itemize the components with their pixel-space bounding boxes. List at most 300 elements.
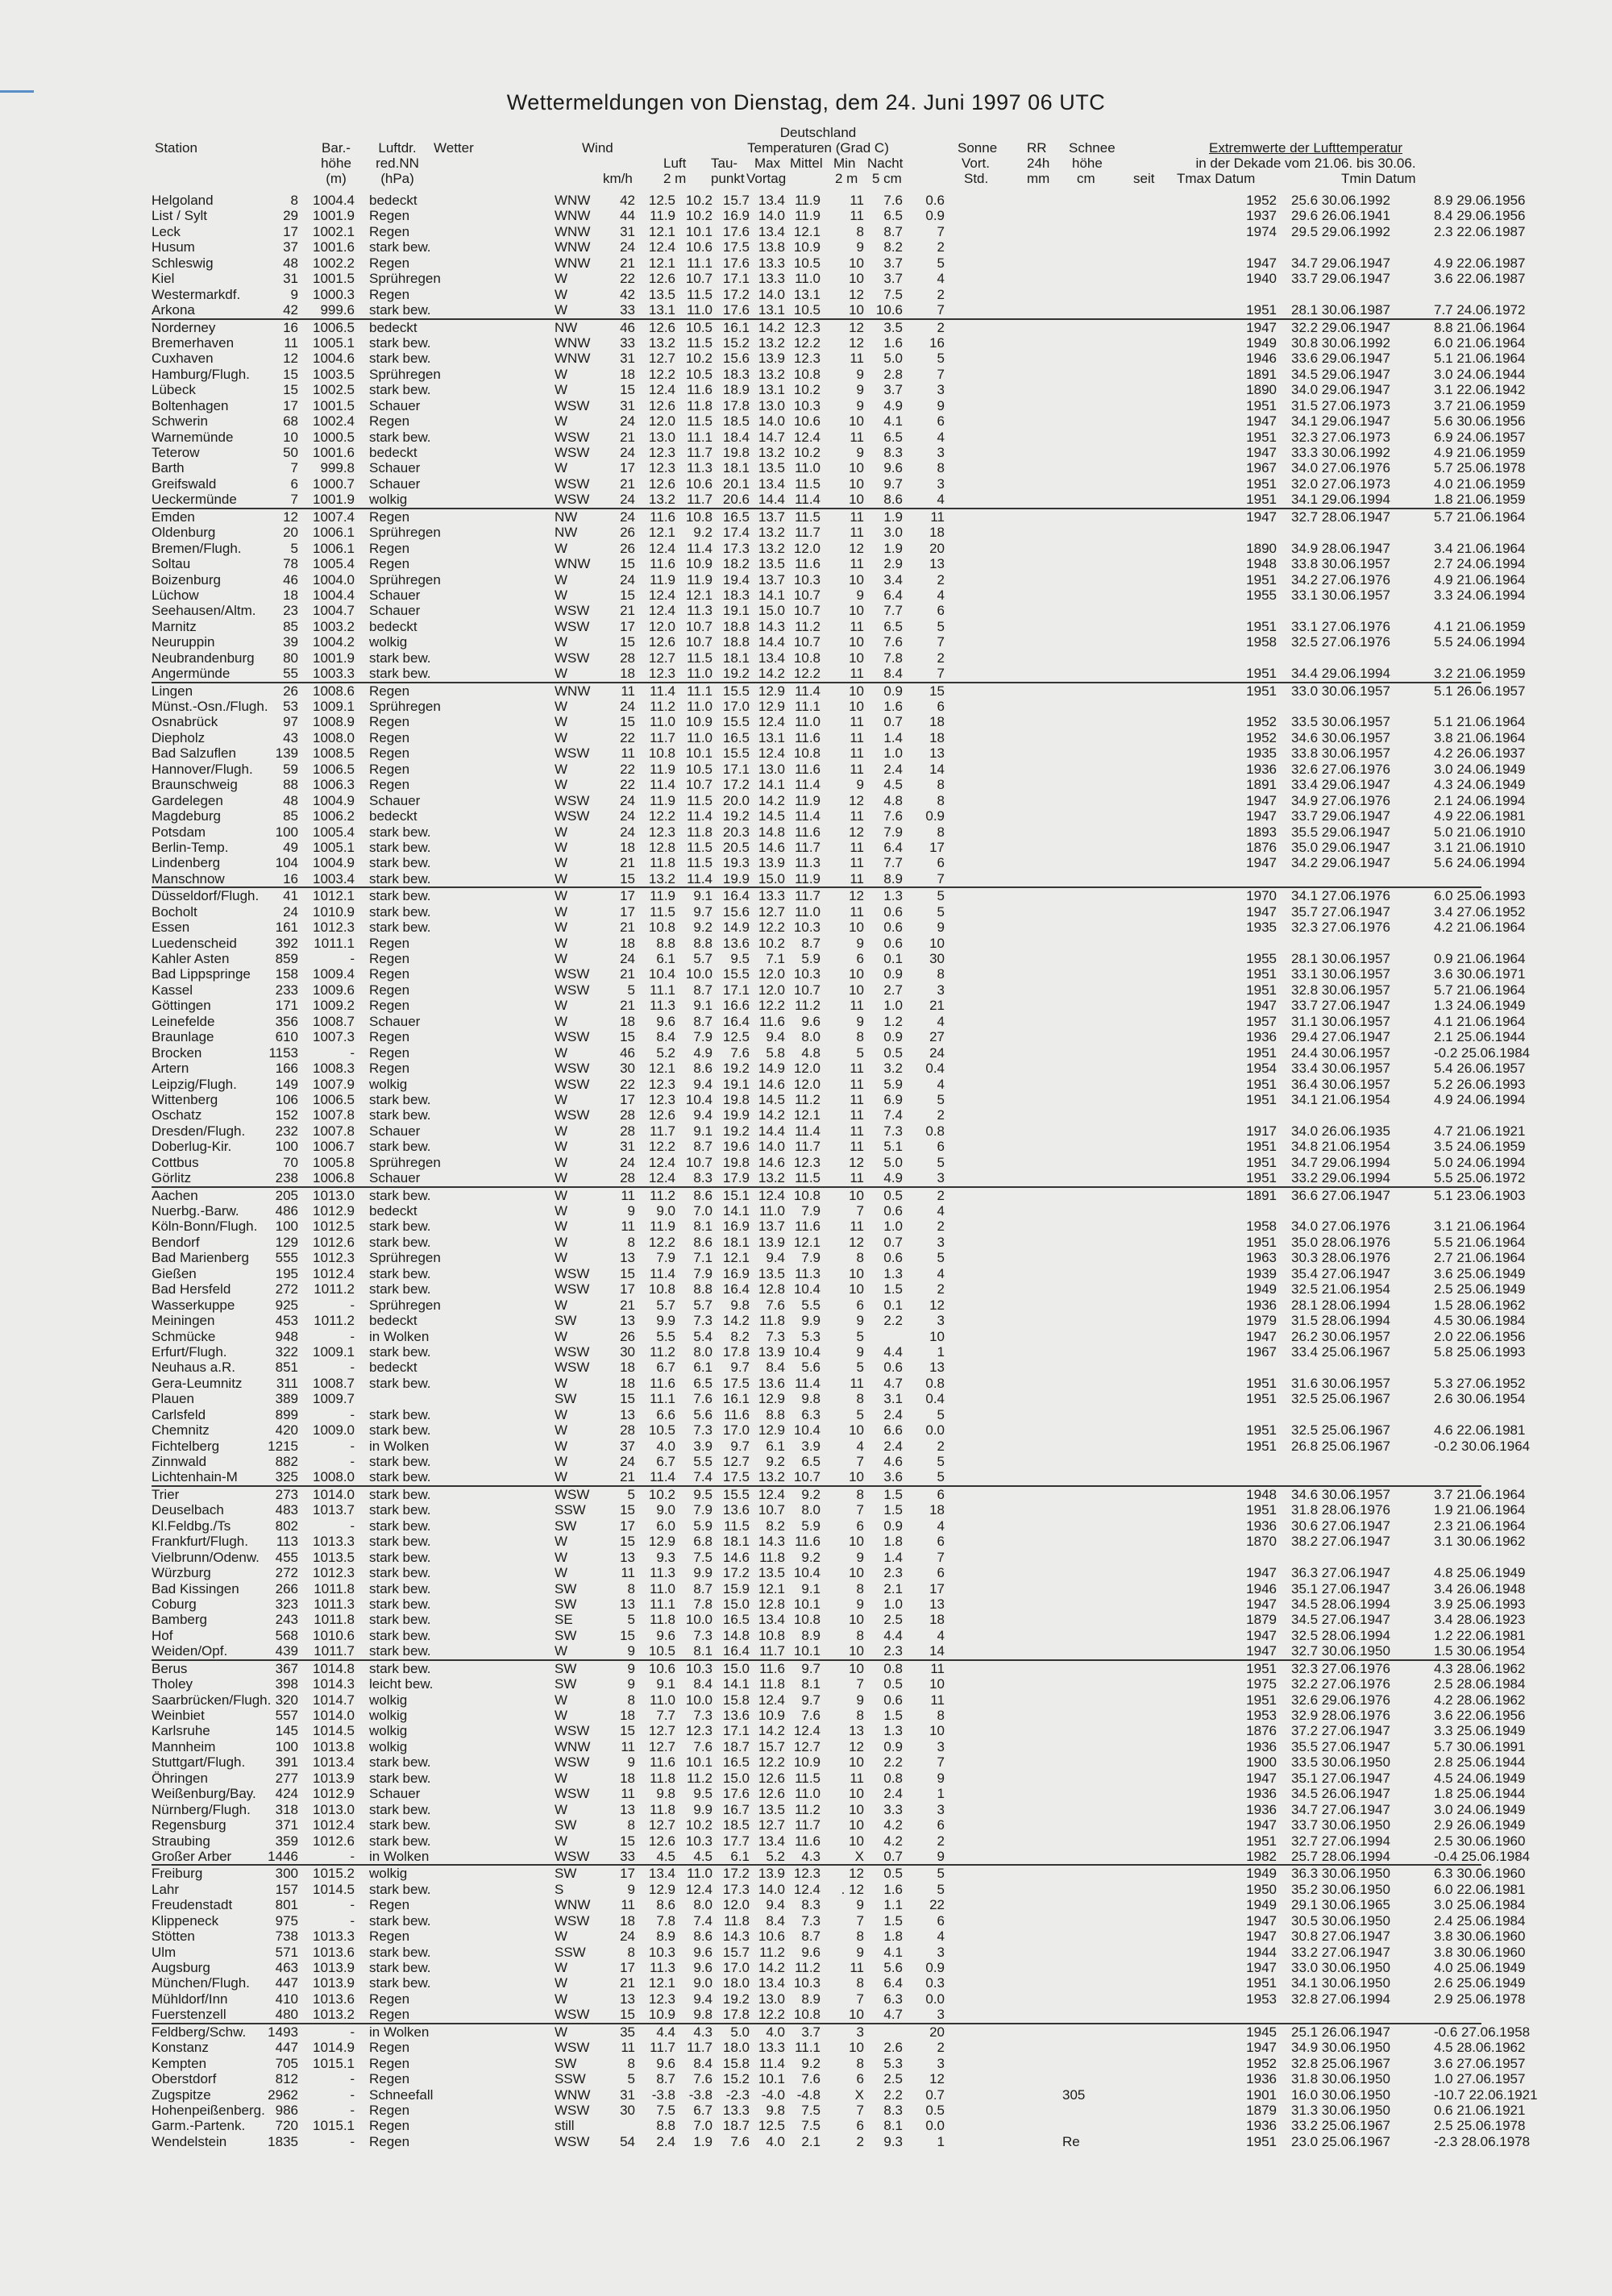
precipitation: 2: [937, 1281, 945, 1297]
dew-point: 10.7: [685, 1154, 713, 1170]
header-mittel: Mittel: [790, 156, 823, 171]
barometer-height: 100: [275, 1738, 298, 1754]
wind-speed: 15: [620, 382, 635, 398]
air-temp: 11.6: [650, 1754, 675, 1771]
record-since: 1949: [1246, 1866, 1277, 1882]
night-min: 8: [856, 1486, 864, 1502]
precipitation: 7: [937, 366, 945, 382]
barometer-height: 104: [275, 855, 298, 871]
air-pressure: 1006.5: [313, 319, 355, 335]
air-temp: 11.9: [650, 208, 675, 224]
barometer-height: 68: [283, 413, 298, 430]
air-pressure: -: [350, 2133, 355, 2149]
air-pressure: 1014.8: [313, 1660, 355, 1676]
night-min: 10: [849, 413, 864, 430]
wind-direction: W: [555, 1123, 568, 1139]
dew-point: 7.0: [693, 1203, 713, 1219]
max-temp: 9.8: [730, 1297, 750, 1313]
weather: Regen: [369, 714, 410, 730]
air-temp: 12.5: [648, 193, 675, 208]
tmax-record: 34.9 27.06.1976: [1291, 792, 1390, 808]
tmax-record: 31.5 28.06.1994: [1291, 1313, 1390, 1329]
wind-speed: 8: [627, 2055, 635, 2071]
air-pressure: 1011.1: [314, 935, 355, 951]
mean-temp: 11.2: [759, 1944, 785, 1960]
night-min: 9: [856, 397, 864, 413]
air-pressure: -: [350, 1518, 355, 1534]
air-pressure: 1012.6: [313, 1833, 355, 1849]
record-since: 1936: [1246, 761, 1277, 777]
wind-direction: W: [555, 1643, 568, 1659]
tmin-record: 8.9 29.06.1956: [1434, 193, 1526, 208]
table-row: [152, 1864, 1526, 1882]
min-temp: -4.8: [796, 2086, 821, 2103]
header-nacht-1: Nacht: [867, 156, 904, 171]
table-row: [152, 1833, 1526, 1849]
station-name: Cottbus: [152, 1154, 199, 1170]
barometer-height: 85: [283, 618, 298, 634]
sunshine: 0.6: [883, 903, 903, 920]
weather: Regen: [369, 286, 410, 302]
sunshine: 2.3: [883, 1643, 903, 1659]
air-temp: 9.8: [656, 1786, 675, 1802]
mean-temp: 14.0: [758, 413, 785, 430]
night-min: X: [854, 1848, 864, 1864]
barometer-height: 233: [275, 982, 298, 998]
air-pressure: 1007.9: [313, 1076, 355, 1092]
tmax-record: 28.1 30.06.1957: [1291, 951, 1390, 966]
wind-direction: SW: [555, 1676, 577, 1692]
wind-direction: W: [555, 824, 568, 840]
barometer-height: 100: [275, 1219, 298, 1235]
wind-speed: 35: [620, 2024, 635, 2040]
precipitation: 5: [937, 1250, 945, 1266]
tmax-record: 34.4 29.06.1994: [1291, 666, 1390, 682]
tmin-record: 5.8 25.06.1993: [1434, 1343, 1526, 1360]
mean-temp: 13.3: [758, 888, 785, 904]
table-row: [152, 302, 1526, 318]
air-pressure: 1004.9: [313, 855, 355, 871]
weather: Regen: [369, 729, 410, 745]
mean-temp: 13.9: [758, 1234, 785, 1250]
sunshine: 1.9: [883, 509, 903, 525]
table-row: [152, 699, 1481, 714]
air-temp: 13.2: [648, 334, 675, 351]
weather: stark bew.: [369, 351, 431, 367]
air-pressure: 1013.5: [313, 1549, 355, 1565]
precipitation: 3: [937, 1170, 945, 1186]
tmax-record: 34.0 29.06.1947: [1291, 382, 1390, 398]
wind-speed: 9: [627, 1881, 635, 1897]
max-temp: 18.1: [722, 1234, 750, 1250]
station-name: Coburg: [152, 1596, 197, 1612]
dew-point: 5.7: [693, 951, 713, 966]
air-pressure: 1010.6: [313, 1627, 355, 1643]
air-temp: 11.9: [650, 761, 675, 777]
precipitation: 12: [929, 2071, 945, 2087]
table-row: [152, 1580, 1526, 1596]
max-temp: 20.5: [722, 839, 750, 855]
wind-speed: 24: [620, 509, 635, 525]
air-temp: 11.5: [650, 903, 675, 920]
record-since: 1953: [1246, 1991, 1277, 2007]
barometer-height: 145: [275, 1723, 298, 1739]
record-since: 1870: [1246, 1534, 1277, 1550]
sunshine: 7.9: [883, 824, 903, 840]
wind-direction: SW: [555, 1660, 577, 1676]
air-pressure: 1009.2: [313, 998, 355, 1014]
weather: stark bew.: [369, 824, 431, 840]
air-pressure: 1001.5: [313, 271, 355, 287]
air-pressure: 1008.6: [313, 683, 355, 699]
night-min: 9: [856, 1897, 864, 1913]
tmin-record: 4.5 28.06.1962: [1434, 2040, 1526, 2056]
air-temp: 10.8: [648, 745, 675, 762]
wind-direction: WNW: [555, 1738, 591, 1754]
weather: stark bew.: [369, 1643, 431, 1659]
barometer-height: 300: [275, 1866, 298, 1882]
weather: Schauer: [369, 1786, 421, 1802]
table-row: [152, 382, 1526, 398]
barometer-height: 55: [283, 666, 298, 682]
air-pressure: 1012.6: [313, 1234, 355, 1250]
night-min: 11: [850, 556, 864, 572]
barometer-height: 486: [275, 1203, 298, 1219]
record-since: 1891: [1246, 366, 1277, 382]
station-name: Mühldorf/Inn: [152, 1991, 228, 2007]
tmax-record: 26.8 25.06.1967: [1291, 1438, 1390, 1454]
tmin-record: 2.1 24.06.1994: [1434, 792, 1526, 808]
air-temp: 4.0: [656, 1438, 675, 1454]
tmax-record: 34.2 29.06.1947: [1291, 855, 1390, 871]
night-min: 11: [850, 618, 864, 634]
max-temp: 17.2: [722, 286, 750, 302]
mean-temp: 14.2: [758, 666, 785, 682]
air-temp: 12.7: [648, 1817, 675, 1833]
barometer-height: 7: [290, 460, 298, 476]
max-temp: 15.5: [722, 745, 750, 762]
table-row: [152, 1091, 1526, 1107]
mean-temp: 14.5: [758, 1091, 785, 1107]
dew-point: 10.7: [685, 271, 713, 287]
wind-speed: 22: [620, 729, 635, 745]
mean-temp: 14.2: [758, 1960, 785, 1975]
record-since: 1947: [1246, 413, 1277, 430]
night-min: 11: [850, 1107, 864, 1123]
station-name: Bad Lippspringe: [152, 966, 251, 982]
barometer-height: 80: [283, 650, 298, 666]
barometer-height: 367: [275, 1660, 298, 1676]
air-pressure: 1008.9: [313, 714, 355, 730]
max-temp: 17.0: [722, 1422, 750, 1439]
weather: Sprühregen: [369, 1297, 441, 1313]
sunshine: 1.6: [883, 699, 903, 714]
max-temp: 19.2: [722, 1123, 750, 1139]
barometer-height: 232: [275, 1123, 298, 1139]
max-temp: 15.1: [722, 1187, 750, 1203]
header-min-2: 2 m: [835, 171, 858, 186]
table-row: [152, 634, 1526, 650]
tmax-record: 37.2 27.06.1947: [1291, 1723, 1390, 1739]
min-temp: 3.9: [801, 1438, 821, 1454]
barometer-height: 424: [275, 1786, 298, 1802]
precipitation: 22: [929, 1897, 945, 1913]
mean-temp: 12.6: [758, 1770, 785, 1786]
barometer-height: 986: [275, 2102, 298, 2118]
station-name: Gera-Leumnitz: [152, 1375, 243, 1391]
air-pressure: 1006.1: [313, 540, 355, 556]
tmin-record: 3.1 30.06.1962: [1434, 1534, 1526, 1550]
table-row: [152, 618, 1526, 634]
wind-speed: 9: [627, 1754, 635, 1771]
station-name: Meiningen: [152, 1313, 215, 1329]
dew-point: 9.1: [693, 888, 713, 904]
table-row: [152, 1170, 1526, 1186]
barometer-height: 571: [275, 1944, 298, 1960]
air-temp: 12.4: [648, 587, 675, 603]
station-name: Boizenburg: [152, 571, 222, 587]
station-name: Soltau: [152, 556, 191, 572]
min-temp: 11.9: [795, 208, 821, 224]
precipitation: 3: [937, 982, 945, 998]
precipitation: 3: [937, 475, 945, 492]
tmin-record: 2.9 26.06.1949: [1434, 1817, 1526, 1833]
barometer-height: 925: [275, 1297, 298, 1313]
wind-speed: 33: [620, 1848, 635, 1864]
min-temp: 12.4: [793, 1881, 821, 1897]
mean-temp: 13.9: [758, 1866, 785, 1882]
precipitation: 9: [937, 1848, 945, 1864]
sunshine: 1.3: [883, 1265, 903, 1281]
dew-point: 7.6: [693, 1391, 713, 1407]
mean-temp: 13.0: [758, 1991, 785, 2007]
min-temp: 12.0: [793, 540, 821, 556]
tmax-record: 34.5 26.06.1947: [1291, 1786, 1390, 1802]
header-max-1: Max: [754, 156, 781, 171]
wind-direction: SW: [555, 1391, 577, 1407]
sunshine: 0.7: [883, 1848, 903, 1864]
station-name: Bad Hersfeld: [152, 1281, 231, 1297]
weather: wolkig: [369, 1866, 408, 1882]
dew-point: 10.3: [685, 1660, 713, 1676]
barometer-height: 859: [275, 951, 298, 966]
record-since: 1950: [1246, 1881, 1277, 1897]
air-pressure: 1004.2: [313, 634, 355, 650]
night-min: 9: [856, 1013, 864, 1029]
max-temp: 8.2: [730, 1328, 750, 1344]
table-row: [152, 855, 1526, 871]
precipitation: 24: [929, 1044, 945, 1061]
barometer-height: 5: [290, 540, 298, 556]
station-name: Frankfurt/Flugh.: [152, 1534, 248, 1550]
header-tmax-datum: Tmax Datum: [1177, 171, 1256, 186]
mean-temp: 13.7: [758, 1219, 785, 1235]
precipitation: 0.8: [925, 1123, 945, 1139]
station-name: Plauen: [152, 1391, 194, 1407]
record-since: 1951: [1246, 1234, 1277, 1250]
min-temp: 10.7: [793, 634, 821, 650]
barometer-height: 78: [283, 556, 298, 572]
air-pressure: 1004.6: [313, 351, 355, 367]
weather: Regen: [369, 255, 410, 271]
record-since: 1951: [1246, 1422, 1277, 1439]
dew-point: 5.9: [693, 1518, 713, 1534]
precipitation: 18: [929, 1502, 945, 1518]
record-since: 1937: [1246, 208, 1277, 224]
dew-point: 7.1: [693, 1250, 713, 1266]
tmin-record: 0.6 21.06.1921: [1434, 2102, 1526, 2118]
mean-temp: 12.0: [758, 982, 785, 998]
precipitation: 6: [937, 855, 945, 871]
wind-direction: W: [555, 540, 568, 556]
air-temp: 11.1: [650, 1391, 675, 1407]
wind-speed: 13: [620, 1596, 635, 1612]
record-since: 1901: [1246, 2086, 1277, 2103]
max-temp: 17.7: [722, 1833, 750, 1849]
weather: Sprühregen: [369, 366, 441, 382]
min-temp: 10.9: [793, 1754, 821, 1771]
night-min: 7: [856, 1991, 864, 2007]
record-since: 1951: [1246, 982, 1277, 998]
min-temp: 11.4: [795, 777, 821, 793]
max-temp: 15.5: [722, 1486, 750, 1502]
mean-temp: 14.5: [758, 808, 785, 824]
precipitation: 27: [929, 1029, 945, 1045]
mean-temp: 13.9: [758, 1343, 785, 1360]
dew-point: 11.0: [687, 302, 713, 318]
station-name: Leipzig/Flugh.: [152, 1076, 237, 1092]
weather: stark bew.: [369, 1770, 431, 1786]
min-temp: 11.7: [795, 839, 821, 855]
sunshine: 0.6: [883, 920, 903, 936]
barometer-height: 17: [283, 397, 298, 413]
max-temp: 15.2: [722, 2071, 750, 2087]
tmax-record: 29.6 26.06.1941: [1291, 208, 1390, 224]
barometer-height: 16: [283, 319, 298, 335]
record-since: 1946: [1246, 351, 1277, 367]
barometer-height: 70: [283, 1154, 298, 1170]
tmax-record: 31.8 28.06.1976: [1291, 1502, 1390, 1518]
min-temp: 12.0: [793, 1061, 821, 1077]
record-since: 1891: [1246, 777, 1277, 793]
dew-point: 6.7: [693, 2102, 713, 2118]
station-name: Bocholt: [152, 903, 197, 920]
record-since: 1947: [1246, 1960, 1277, 1975]
min-temp: 7.3: [801, 1912, 821, 1929]
wind-direction: W: [555, 1091, 568, 1107]
mean-temp: 13.5: [758, 460, 785, 476]
min-temp: 10.3: [793, 966, 821, 982]
wind-direction: WSW: [555, 1486, 590, 1502]
wind-speed: 31: [620, 2086, 635, 2103]
air-pressure: 1009.7: [313, 1391, 355, 1407]
dew-point: 7.4: [693, 1912, 713, 1929]
weather: stark bew.: [369, 666, 431, 682]
weather: leicht bew.: [369, 1676, 434, 1692]
tmax-record: 33.1 30.06.1957: [1291, 587, 1390, 603]
max-temp: 16.4: [722, 1281, 750, 1297]
station-name: Stuttgart/Flugh.: [152, 1754, 246, 1771]
station-name: Leinefelde: [152, 1013, 215, 1029]
station-name: Gießen: [152, 1265, 197, 1281]
dew-point: 7.3: [693, 1708, 713, 1723]
wind-direction: W: [555, 1013, 568, 1029]
night-min: 11: [850, 903, 864, 920]
station-name: Bad Marienberg: [152, 1250, 249, 1266]
air-pressure: 1009.1: [313, 1343, 355, 1360]
air-pressure: -: [350, 1044, 355, 1061]
min-temp: 11.4: [795, 808, 821, 824]
dew-point: 11.7: [687, 2040, 713, 2056]
station-name: Hamburg/Flugh.: [152, 366, 250, 382]
header-luft: Luft: [663, 156, 687, 171]
sunshine: 5.6: [883, 1960, 903, 1975]
wind-speed: 18: [620, 839, 635, 855]
tmax-record: 33.3 30.06.1992: [1291, 445, 1390, 460]
min-temp: 12.1: [793, 1234, 821, 1250]
weather: stark bew.: [369, 1754, 431, 1771]
air-pressure: 1000.7: [313, 475, 355, 492]
air-temp: 11.9: [650, 1219, 675, 1235]
air-temp: 11.6: [650, 509, 675, 525]
table-row: [152, 1281, 1526, 1297]
max-temp: 17.6: [722, 302, 750, 318]
night-min: 9: [856, 1313, 864, 1329]
wind-speed: 24: [620, 492, 635, 508]
air-temp: 8.4: [656, 1029, 675, 1045]
tmax-record: 35.1 27.06.1947: [1291, 1770, 1390, 1786]
precipitation: 3: [937, 1801, 945, 1817]
precipitation: 20: [929, 540, 945, 556]
night-min: 11: [850, 839, 864, 855]
weather: stark bew.: [369, 1580, 431, 1596]
dew-point: 12.3: [685, 1723, 713, 1739]
weather: Regen: [369, 2102, 410, 2118]
air-pressure: 1009.4: [313, 966, 355, 982]
air-pressure: 1003.3: [313, 666, 355, 682]
weather: Schneefall: [369, 2086, 434, 2103]
wind-speed: 24: [620, 699, 635, 714]
wind-direction: WSW: [555, 1912, 590, 1929]
tmax-record: 31.1 30.06.1957: [1291, 1013, 1390, 1029]
barometer-height: 273: [275, 1486, 298, 1502]
max-temp: 17.5: [722, 239, 750, 255]
air-temp: 11.8: [650, 1612, 675, 1628]
night-min: 7: [856, 2102, 864, 2118]
min-temp: 11.6: [795, 556, 821, 572]
night-min: 10: [849, 982, 864, 998]
night-min: 11: [850, 1375, 864, 1391]
air-pressure: 1012.3: [313, 1565, 355, 1581]
weather: in Wolken: [369, 1438, 430, 1454]
station-name: Seehausen/Altm.: [152, 603, 256, 619]
min-temp: 2.1: [801, 2133, 821, 2149]
precipitation: 0.9: [925, 208, 945, 224]
station-name: Deuselbach: [152, 1502, 224, 1518]
air-temp: 9.0: [656, 1203, 675, 1219]
tmin-record: 5.1 23.06.1903: [1434, 1187, 1526, 1203]
mean-temp: 4.0: [766, 2024, 785, 2040]
sunshine: 8.4: [883, 666, 903, 682]
air-pressure: 1001.9: [313, 650, 355, 666]
wind-speed: 33: [620, 334, 635, 351]
record-since: 1948: [1246, 1486, 1277, 1502]
station-name: Bad Kissingen: [152, 1580, 239, 1596]
wind-direction: W: [555, 855, 568, 871]
barometer-height: 322: [275, 1343, 298, 1360]
sunshine: 8.2: [883, 239, 903, 255]
air-temp: 12.3: [648, 824, 675, 840]
